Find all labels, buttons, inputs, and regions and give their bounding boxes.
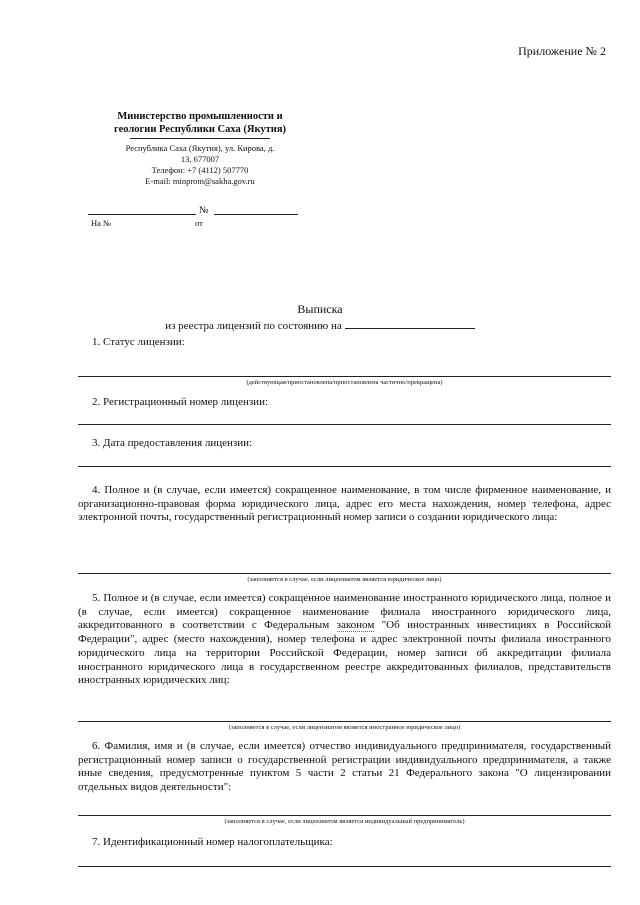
item-7-fill-line <box>78 866 611 867</box>
item-4 <box>78 484 611 525</box>
item-1-text: 1. Статус лицензии: <box>92 336 185 348</box>
item-2-fill-line <box>78 424 611 425</box>
item-4-note: (заполняется в случае, если лицензиатом является юридическое лицо) <box>247 576 442 583</box>
ministry-name-line2: геологии Республики Саха (Якутия) <box>113 124 286 135</box>
item-1 <box>78 336 611 350</box>
item-5-text-part1: 5. Полное и (в случае, если имеется) сокращенное наименование иностранного юридического лица, полное и (в случае, если имеется) сокращенное наименование филиала иностранного юридического лица, аккредитованного в соответствии с Федеральным <box>78 592 611 632</box>
item-1-note: (действующая/приостановлена/приостановлена частично/прекращена) <box>246 379 443 386</box>
federal-law-link[interactable]: законом <box>336 619 375 632</box>
item-3-fill-line <box>78 466 611 467</box>
ministry-email: E-mail: minprom@sakha.gov.ru <box>145 176 255 186</box>
item-2-text: 2. Регистрационный номер лицензии: <box>92 396 269 408</box>
item-6-fill-line <box>78 815 611 816</box>
ministry-block <box>80 110 320 187</box>
ministry-divider <box>130 138 270 139</box>
item-7-text: 7. Идентификационный номер налогоплательщика: <box>92 836 333 848</box>
ministry-address-line1: Республика Саха (Якутия), ул. Кирова, д. <box>125 143 275 153</box>
item-4-fill-line <box>78 573 611 574</box>
item-2 <box>78 396 611 410</box>
reference-date-label: от <box>195 218 203 228</box>
reference-number-label: На № <box>91 218 112 228</box>
item-5-text-part2: "Об иностранных инвестициях в Российской Федерации", адрес (место нахождения), номер телефона и адрес электронной почты филиала иностранного юридического лица на территории Российской Федерации, номер записи об аккредитации филиала иностранного юридического лица в государственном реестре аккредитованных филиалов, представительств иностранных юридических лиц: <box>78 619 611 687</box>
document-title: Выписка <box>297 302 343 316</box>
item-6-note: (заполняется в случае, если лицензиатом является индивидуальный предприниматель) <box>224 818 465 825</box>
item-4-text: 4. Полное и (в случае, если имеется) сокращенное наименование, в том числе фирменное наименование, и организационно-правовая форма юридического лица, адрес его места нахождения, номер телефона, адрес электронной почты, государственный регистрационный номер записи о создании юридического лица: <box>78 484 611 524</box>
item-1-fill-line <box>78 376 611 377</box>
item-7 <box>78 836 611 850</box>
item-6 <box>78 740 611 795</box>
document-subtitle <box>0 318 640 332</box>
item-5 <box>78 592 611 688</box>
item-3 <box>78 437 611 451</box>
item-6-text: 6. Фамилия, имя и (в случае, если имеется) отчество индивидуального предпринимателя, государственный регистрационный номер записи о государственной регистрации индивидуального предпринимателя, а также иные сведения, предусмотренные пунктом 5 части 2 статьи 21 Федерального закона "О лицензировании отдельных видов деятельности": <box>78 740 611 794</box>
item-5-note: (заполняется в случае, если лицензиатом является иностранное юридическое лицо) <box>228 724 461 731</box>
subtitle-text: из реестра лицензий по состоянию на <box>165 320 342 332</box>
ministry-address-line2: 13, 677007 <box>180 154 220 164</box>
number-sign: № <box>199 205 209 216</box>
ministry-name-line1: Министерство промышленности и <box>117 111 283 122</box>
item-5-fill-line <box>78 721 611 722</box>
outgoing-number-line <box>214 214 298 215</box>
outgoing-date-line <box>88 214 196 215</box>
ministry-phone: Телефон: +7 (4112) 507770 <box>151 165 249 175</box>
item-5-text <box>78 592 611 688</box>
date-blank-line <box>345 318 475 329</box>
annex-label: Приложение № 2 <box>518 44 606 58</box>
item-3-text: 3. Дата предоставления лицензии: <box>92 437 253 449</box>
